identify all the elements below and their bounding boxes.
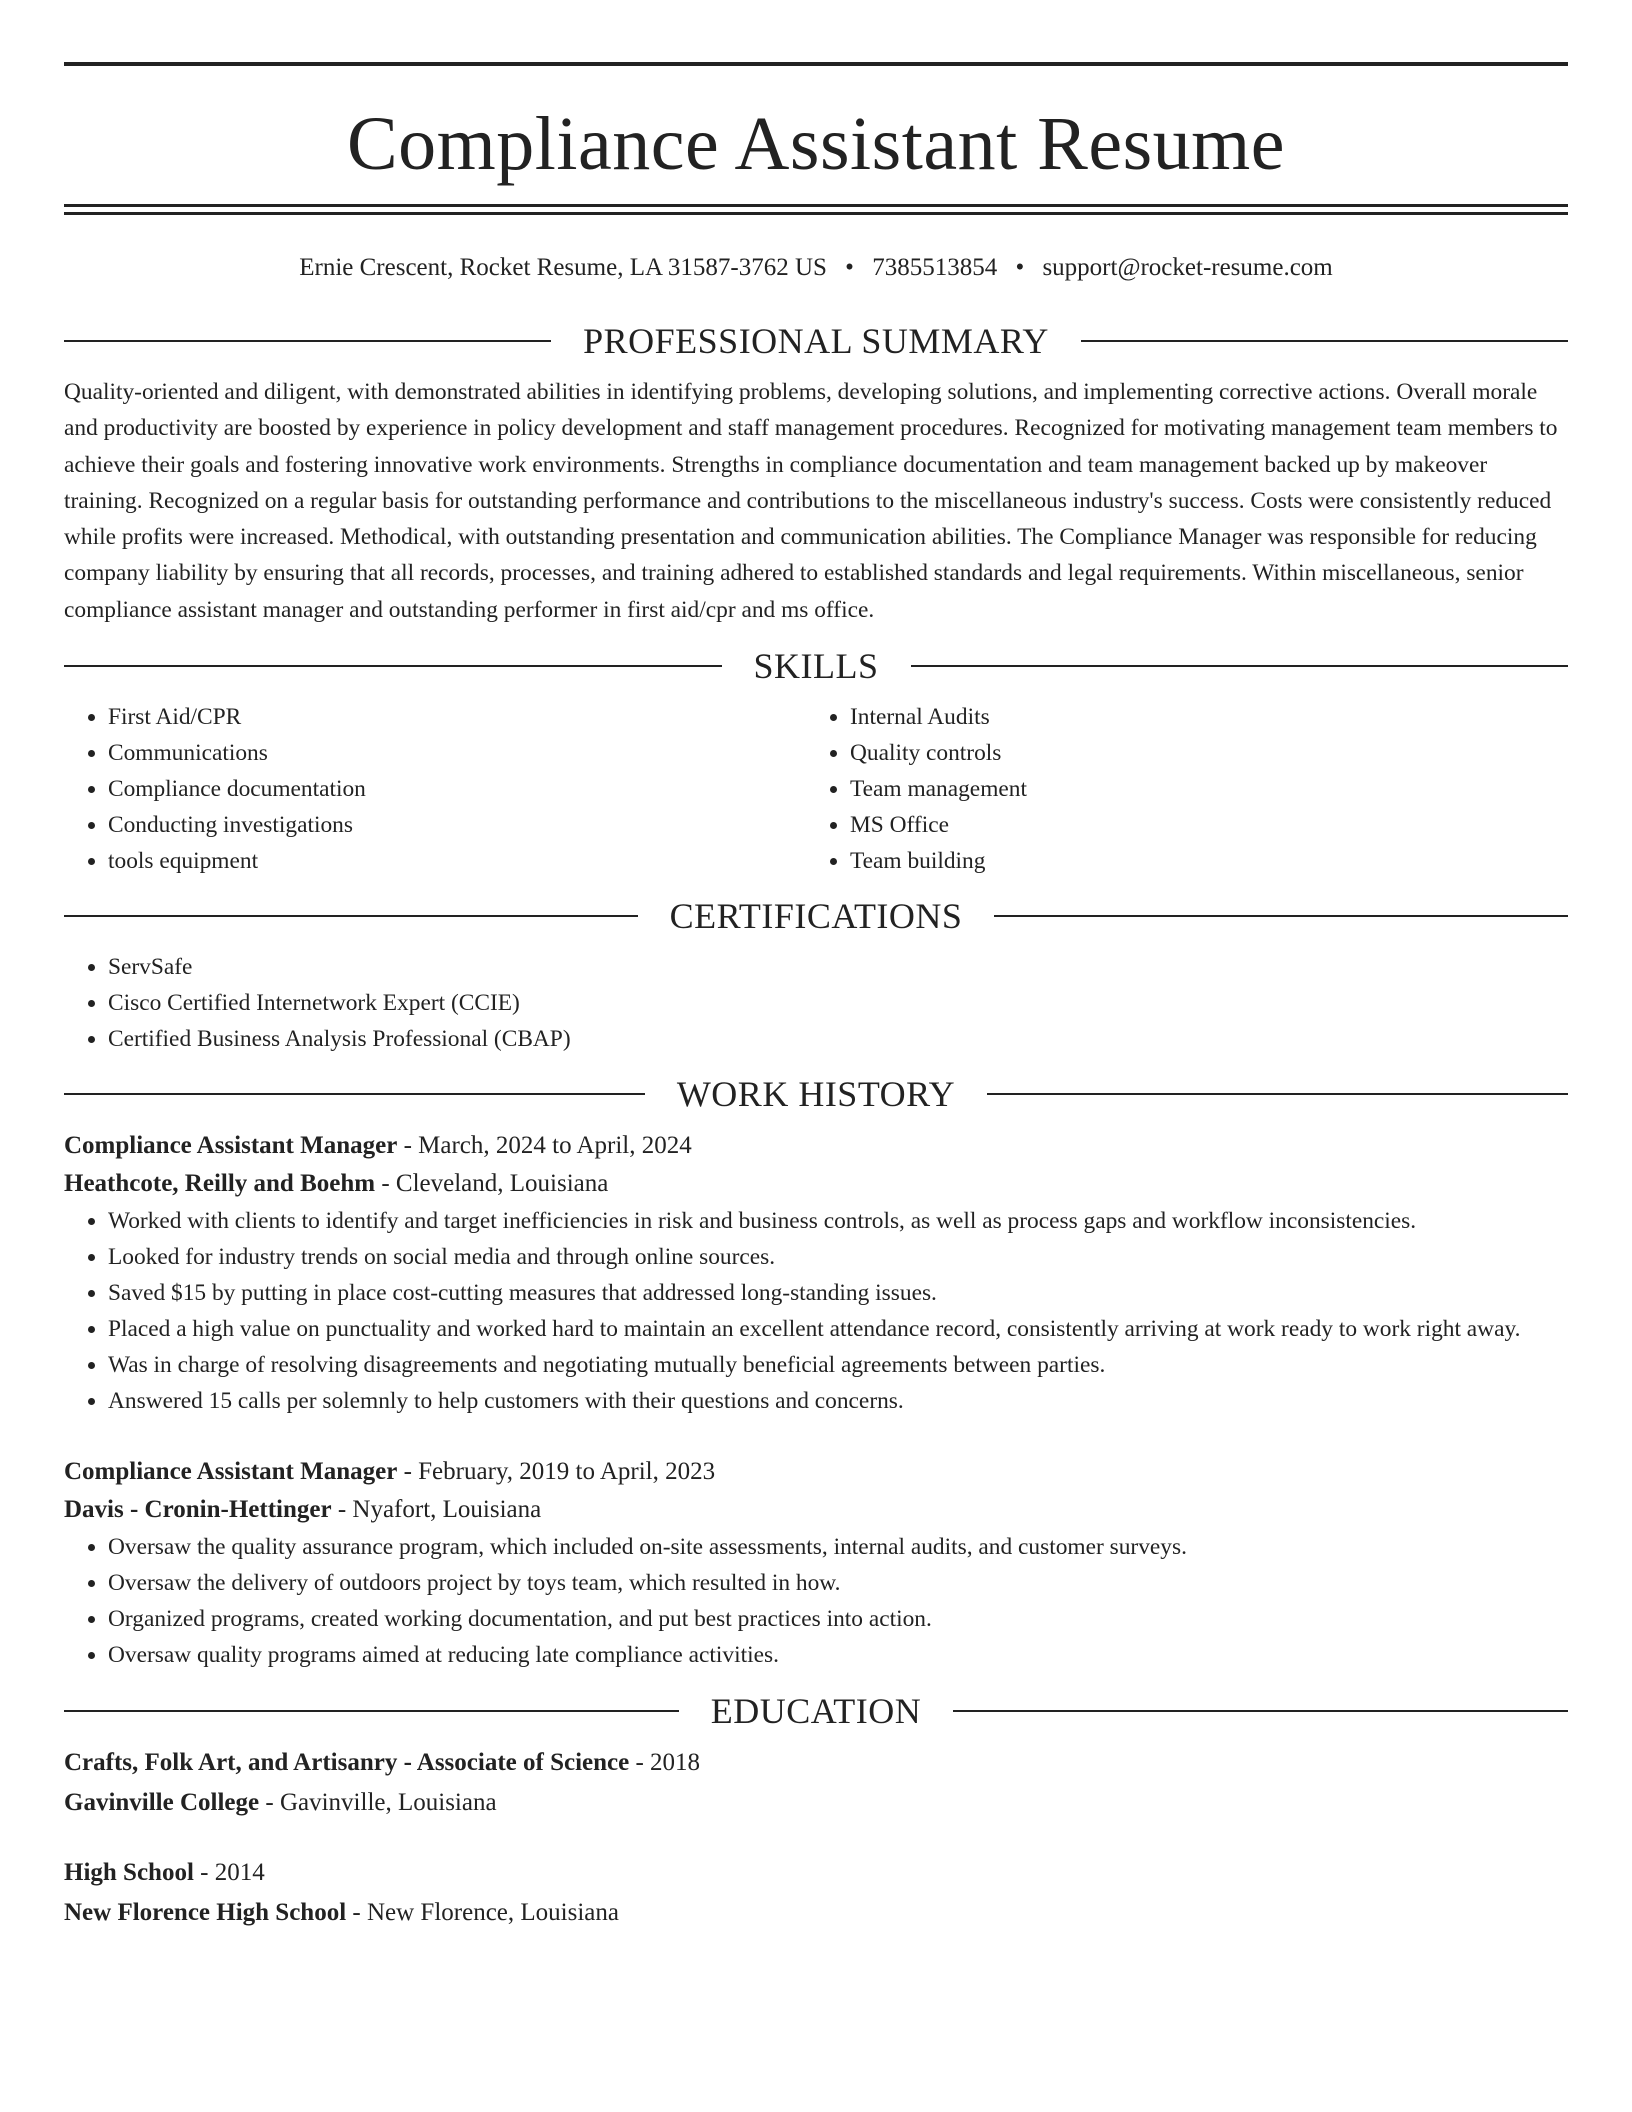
section-education-label: EDUCATION xyxy=(710,1691,922,1732)
job-dates: - February, 2019 to April, 2023 xyxy=(397,1458,716,1486)
job-title: Compliance Assistant Manager xyxy=(64,1458,398,1486)
job-company: Heathcote, Reilly and Boehm xyxy=(64,1170,376,1198)
education-location: - New Florence, Louisiana xyxy=(346,1899,619,1927)
section-skills-heading xyxy=(64,645,1568,687)
skill-item: • Team management xyxy=(850,771,1548,807)
education-year: - 2014 xyxy=(193,1859,265,1887)
job-bullets xyxy=(64,1203,1568,1419)
certifications-list xyxy=(64,949,1568,1057)
job-bullet: • Answered 15 calls per solemnly to help customers with their questions and concerns. xyxy=(108,1383,1568,1419)
education-entry xyxy=(64,1744,1568,1822)
page-title: Compliance Assistant Resume xyxy=(346,102,1286,186)
contact-line xyxy=(64,253,1568,283)
title-double-rule xyxy=(64,204,1568,215)
certification-item: • Cisco Certified Internetwork Expert (CCIE) xyxy=(108,985,1568,1021)
skill-item: • Conducting investigations xyxy=(108,807,806,843)
contact-phone: 7385513854 xyxy=(872,254,998,281)
skills-column-right xyxy=(806,699,1548,879)
section-certifications-heading xyxy=(64,895,1568,937)
heading-rule-right xyxy=(953,1710,1568,1712)
heading-rule-right xyxy=(1081,340,1568,342)
heading-rule-left xyxy=(64,915,638,917)
skill-item: • MS Office xyxy=(850,807,1548,843)
job-bullet: • Oversaw quality programs aimed at reducing late compliance activities. xyxy=(108,1637,1568,1673)
certification-item: • Certified Business Analysis Professional (CBAP) xyxy=(108,1021,1568,1057)
heading-rule-right xyxy=(911,665,1569,667)
contact-separator: • xyxy=(845,254,854,281)
job-dates: - March, 2024 to April, 2024 xyxy=(397,1132,692,1160)
section-skills-label: SKILLS xyxy=(753,646,879,687)
education-school: New Florence High School xyxy=(64,1899,347,1927)
job-location: - Nyafort, Louisiana xyxy=(331,1496,542,1524)
job-title-line xyxy=(64,1453,1568,1491)
job-company: Davis - Cronin-Hettinger xyxy=(64,1496,332,1524)
education-degree: High School xyxy=(64,1859,194,1887)
skill-item: • First Aid/CPR xyxy=(108,699,806,735)
job-company-line xyxy=(64,1491,1568,1529)
education-degree-line xyxy=(64,1854,1568,1892)
education-location: - Gavinville, Louisiana xyxy=(259,1789,497,1817)
job-bullet: • Organized programs, created working documentation, and put best practices into action. xyxy=(108,1601,1568,1637)
job-entry xyxy=(64,1127,1568,1419)
skills-column-left xyxy=(64,699,806,879)
skill-item: • Quality controls xyxy=(850,735,1548,771)
skill-item: • tools equipment xyxy=(108,843,806,879)
heading-rule-left xyxy=(64,1093,645,1095)
education-school-line xyxy=(64,1894,1568,1932)
job-location: - Cleveland, Louisiana xyxy=(375,1170,609,1198)
education-entry xyxy=(64,1854,1568,1932)
job-bullets xyxy=(64,1529,1568,1673)
skill-item: • Compliance documentation xyxy=(108,771,806,807)
skill-item: • Team building xyxy=(850,843,1548,879)
section-certifications-label: CERTIFICATIONS xyxy=(669,896,963,937)
section-summary-label: PROFESSIONAL SUMMARY xyxy=(583,321,1049,361)
top-rule xyxy=(64,62,1568,66)
skill-item: • Internal Audits xyxy=(850,699,1548,735)
education-school-line xyxy=(64,1784,1568,1822)
heading-rule-left xyxy=(64,1710,679,1712)
section-education-heading xyxy=(64,1690,1568,1732)
job-bullet: • Looked for industry trends on social media and through online sources. xyxy=(108,1239,1568,1275)
section-work-history-label: WORK HISTORY xyxy=(676,1074,956,1115)
skills-grid xyxy=(64,699,1568,879)
job-company-line xyxy=(64,1165,1568,1203)
education-school: Gavinville College xyxy=(64,1789,260,1817)
education-degree: Crafts, Folk Art, and Artisanry - Associate of Science xyxy=(64,1749,630,1777)
skills-list-right xyxy=(806,699,1548,879)
certification-item: • ServSafe xyxy=(108,949,1568,985)
education-year: - 2018 xyxy=(629,1749,701,1777)
job-bullet: • Oversaw the delivery of outdoors project by toys team, which resulted in how. xyxy=(108,1565,1568,1601)
heading-rule-right xyxy=(987,1093,1568,1095)
education-degree-line xyxy=(64,1744,1568,1782)
job-bullet: • Oversaw the quality assurance program, which included on-site assessments, internal audits, and customer surveys. xyxy=(108,1529,1568,1565)
contact-separator: • xyxy=(1015,254,1025,281)
skills-list-left xyxy=(64,699,806,879)
contact-address: Ernie Crescent, Rocket Resume, LA 31587-3762 US xyxy=(299,254,827,281)
section-summary-heading xyxy=(64,320,1568,362)
job-bullet: • Was in charge of resolving disagreements and negotiating mutually beneficial agreements between parties. xyxy=(108,1347,1568,1383)
job-bullet: • Worked with clients to identify and target inefficiencies in risk and business controls, as well as process gaps and workflow inconsistencies. xyxy=(108,1203,1568,1239)
heading-rule-right xyxy=(994,915,1568,917)
job-title: Compliance Assistant Manager xyxy=(64,1132,398,1160)
professional-summary-text: Quality-oriented and diligent, with demonstrated abilities in identifying problems, developing solutions, and implementing corrective actions. Overall morale and productivity are boosted by experience in policy development and staff management procedures. Recognized for motivating management team members to achieve their goals and fostering innovative work environments. Strengths in compliance documentation and team management backed up by makeover training. Recognized on a regular basis for outstanding performance and contributions to the miscellaneous industry's success. Costs were consistently reduced while profits were increased. Methodical, with outstanding presentation and communication abilities. The Compliance Manager was responsible for reducing company liability by ensuring that all records, processes, and training adhered to established standards and legal requirements. Within miscellaneous, senior compliance assistant manager and outstanding performer in first aid/cpr and ms office. xyxy=(64,379,1558,623)
job-entry xyxy=(64,1453,1568,1673)
job-bullet: • Saved $15 by putting in place cost-cutting measures that addressed long-standing issues. xyxy=(108,1275,1568,1311)
skill-item: • Communications xyxy=(108,735,806,771)
contact-email: support@rocket-resume.com xyxy=(1042,254,1333,281)
heading-rule-left xyxy=(64,665,722,667)
job-title-line xyxy=(64,1127,1568,1165)
job-bullet: • Placed a high value on punctuality and worked hard to maintain an excellent attendance record, consistently arriving at work ready to work right away. xyxy=(108,1311,1568,1347)
heading-rule-left xyxy=(64,340,551,342)
section-work-history-heading xyxy=(64,1073,1568,1115)
